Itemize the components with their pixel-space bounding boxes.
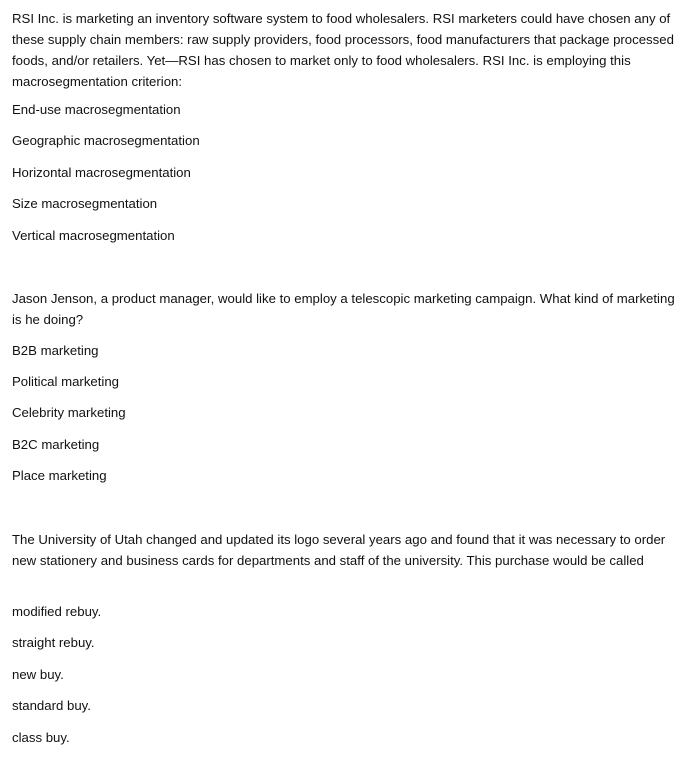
answer-option[interactable]: Celebrity marketing	[12, 405, 126, 420]
question-text: Jason Jenson, a product manager, would like to employ a telescopic marketing campaign. What kind of marketing is he doing?	[12, 291, 675, 327]
answer-option[interactable]: Political marketing	[12, 374, 120, 389]
answer-option[interactable]: End-use macrosegmentation	[12, 102, 181, 117]
answer-option[interactable]: Place marketing	[12, 468, 107, 483]
answer-option[interactable]: modified rebuy.	[12, 604, 102, 619]
question-text: The University of Utah changed and updated its logo several years ago and found that it was necessary to order new stationery and business cards for departments and staff of the university. This purchase would be called	[12, 532, 666, 568]
answer-option[interactable]: Horizontal macrosegmentation	[12, 165, 191, 180]
answer-option[interactable]: Vertical macrosegmentation	[12, 228, 175, 243]
answer-option[interactable]: new buy.	[12, 667, 64, 682]
answer-option[interactable]: Geographic macrosegmentation	[12, 133, 200, 148]
answer-option[interactable]: standard buy.	[12, 698, 91, 713]
answer-option[interactable]: straight rebuy.	[12, 635, 95, 650]
answer-option[interactable]: class buy.	[12, 730, 70, 745]
answer-option[interactable]: B2B marketing	[12, 343, 99, 358]
question-text: RSI Inc. is marketing an inventory software system to food wholesalers. RSI marketers could have chosen any of these supply chain members: raw supply providers, food processors, food manufacturers that package processed foods, and/or retailers. Yet—RSI has chosen to market only to food wholesalers. RSI Inc. is employing this macrosegmentation criterion:	[12, 11, 674, 89]
answer-option[interactable]: B2C marketing	[12, 437, 100, 452]
answer-option[interactable]: Size macrosegmentation	[12, 196, 158, 211]
